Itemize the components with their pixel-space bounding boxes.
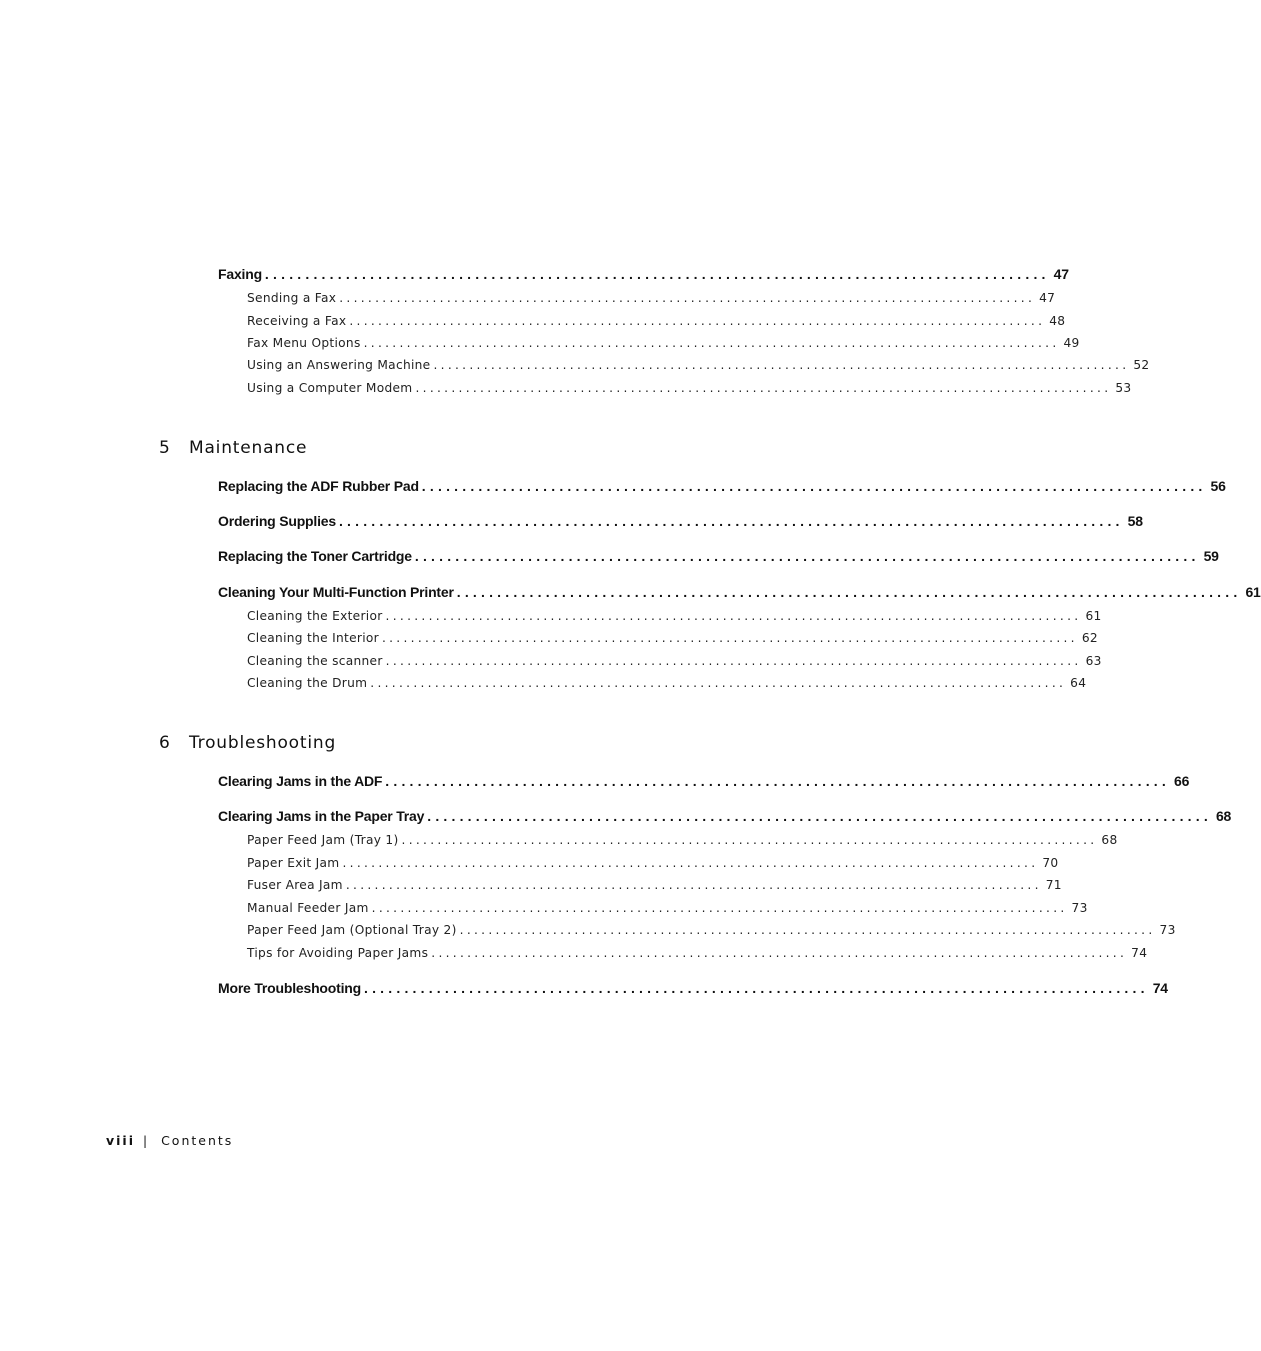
footer-separator: |: [143, 1134, 148, 1148]
toc-entry-page: 58: [1127, 513, 1143, 529]
dot-leader: .................................................................................................: [421, 478, 1207, 494]
toc-subentry-page: 52: [1133, 358, 1150, 372]
dot-leader: .................................................................................................: [385, 609, 1082, 623]
dot-leader: .................................................................................................: [385, 654, 1082, 668]
chapter-number: 6: [159, 733, 171, 753]
toc-subentry: [247, 901, 1088, 915]
toc-subentry: [247, 878, 1062, 892]
toc-subentry-page: 68: [1101, 833, 1118, 847]
dot-leader: .................................................................................................: [401, 833, 1098, 847]
toc-subentry-page: 74: [1131, 946, 1148, 960]
toc-subentry: [247, 291, 1056, 305]
toc-entry-label: More Troubleshooting: [218, 980, 361, 996]
toc-entry-label: Ordering Supplies: [218, 513, 336, 529]
toc-subentry-label: Cleaning the Exterior: [247, 609, 383, 623]
toc-subentry-label: Using a Computer Modem: [247, 381, 413, 395]
page-footer: [106, 1133, 233, 1148]
toc-entry-page: 56: [1210, 478, 1226, 494]
dot-leader: .................................................................................................: [415, 381, 1112, 395]
toc-subentry-label: Receiving a Fax: [247, 314, 347, 328]
chapter-title: Troubleshooting: [189, 733, 337, 753]
chapter-heading: [159, 438, 307, 458]
toc-subentry-label: Cleaning the Interior: [247, 631, 379, 645]
toc-entry-label: Clearing Jams in the ADF: [218, 773, 383, 789]
dot-leader: .................................................................................................: [456, 584, 1242, 600]
toc-subentry-label: Fuser Area Jam: [247, 878, 343, 892]
toc-entry-label: Replacing the Toner Cartridge: [218, 548, 412, 564]
toc-subentry-label: Paper Feed Jam (Tray 1): [247, 833, 399, 847]
dot-leader: .................................................................................................: [433, 358, 1130, 372]
toc-subentry-page: 53: [1115, 381, 1132, 395]
toc-entry-page: 66: [1173, 773, 1190, 789]
toc-entry: [218, 980, 1168, 996]
toc-entry-page: 74: [1152, 980, 1168, 996]
toc-entry: [218, 584, 1261, 600]
toc-subentry-label: Paper Feed Jam (Optional Tray 2): [247, 923, 457, 937]
dot-leader: .................................................................................................: [459, 923, 1156, 937]
toc-entry: [218, 478, 1226, 494]
toc-subentry: [247, 314, 1066, 328]
toc-entry-page: 68: [1215, 808, 1232, 824]
dot-leader: .................................................................................................: [370, 676, 1067, 690]
toc-subentry: [247, 676, 1087, 690]
chapter-title: Maintenance: [189, 438, 308, 458]
toc-subentry-page: 47: [1039, 291, 1056, 305]
toc-subentry: [247, 381, 1132, 395]
toc-entry: [218, 808, 1232, 824]
dot-leader: .................................................................................................: [339, 291, 1036, 305]
toc-entry-label: Faxing: [218, 266, 262, 282]
toc-subentry-page: 73: [1071, 901, 1088, 915]
toc-subentry-label: Cleaning the scanner: [247, 654, 383, 668]
toc-subentry-page: 63: [1085, 654, 1102, 668]
toc-subentry-page: 73: [1159, 923, 1176, 937]
dot-leader: .................................................................................................: [371, 901, 1068, 915]
toc-subentry-page: 71: [1045, 878, 1062, 892]
dot-leader: .................................................................................................: [338, 513, 1124, 529]
toc-subentry-page: 62: [1081, 631, 1098, 645]
toc-subentry-page: 49: [1063, 336, 1080, 350]
toc-subentry-label: Paper Exit Jam: [247, 856, 340, 870]
footer-section-title: Contents: [161, 1133, 234, 1148]
toc-entry: [218, 548, 1219, 564]
toc-subentry-page: 48: [1049, 314, 1066, 328]
toc-entry-label: Cleaning Your Multi-Function Printer: [218, 584, 454, 600]
dot-leader: .................................................................................................: [349, 314, 1046, 328]
toc-subentry-label: Manual Feeder Jam: [247, 901, 369, 915]
toc-subentry: [247, 631, 1098, 645]
toc-subentry-label: Sending a Fax: [247, 291, 337, 305]
dot-leader: .................................................................................................: [385, 773, 1170, 789]
toc-subentry: [247, 358, 1150, 372]
toc-subentry-page: 61: [1085, 609, 1102, 623]
toc-subentry: [247, 946, 1148, 960]
toc-entry-page: 61: [1245, 584, 1261, 600]
dot-leader: .................................................................................................: [345, 878, 1042, 892]
toc-subentry: [247, 609, 1102, 623]
dot-leader: .................................................................................................: [342, 856, 1039, 870]
toc-subentry: [247, 923, 1176, 937]
toc-entry-page: 59: [1203, 548, 1219, 564]
toc-subentry-page: 64: [1070, 676, 1087, 690]
dot-leader: .................................................................................................: [427, 808, 1212, 824]
footer-page-number: viii: [106, 1133, 136, 1148]
toc-entry-label: Replacing the ADF Rubber Pad: [218, 478, 419, 494]
chapter-number: 5: [159, 438, 171, 458]
toc-entry: [218, 773, 1190, 789]
dot-leader: .................................................................................................: [364, 980, 1149, 996]
dot-leader: .................................................................................................: [381, 631, 1078, 645]
toc-entry: [218, 266, 1069, 282]
dot-leader: .................................................................................................: [414, 548, 1200, 564]
toc-subentry: [247, 654, 1102, 668]
toc-subentry-page: 70: [1042, 856, 1059, 870]
toc-entry-page: 47: [1053, 266, 1069, 282]
toc-subentry-label: Fax Menu Options: [247, 336, 361, 350]
toc-subentry-label: Using an Answering Machine: [247, 358, 431, 372]
toc-subentry: [247, 336, 1080, 350]
toc-subentry: [247, 856, 1059, 870]
toc-entry-label: Clearing Jams in the Paper Tray: [218, 808, 425, 824]
dot-leader: .................................................................................................: [363, 336, 1060, 350]
toc-entry: [218, 513, 1143, 529]
dot-leader: .................................................................................................: [264, 266, 1050, 282]
chapter-heading: [159, 733, 336, 753]
toc-subentry-label: Cleaning the Drum: [247, 676, 368, 690]
toc-subentry: [247, 833, 1118, 847]
toc-subentry-label: Tips for Avoiding Paper Jams: [247, 946, 429, 960]
dot-leader: .................................................................................................: [431, 946, 1128, 960]
